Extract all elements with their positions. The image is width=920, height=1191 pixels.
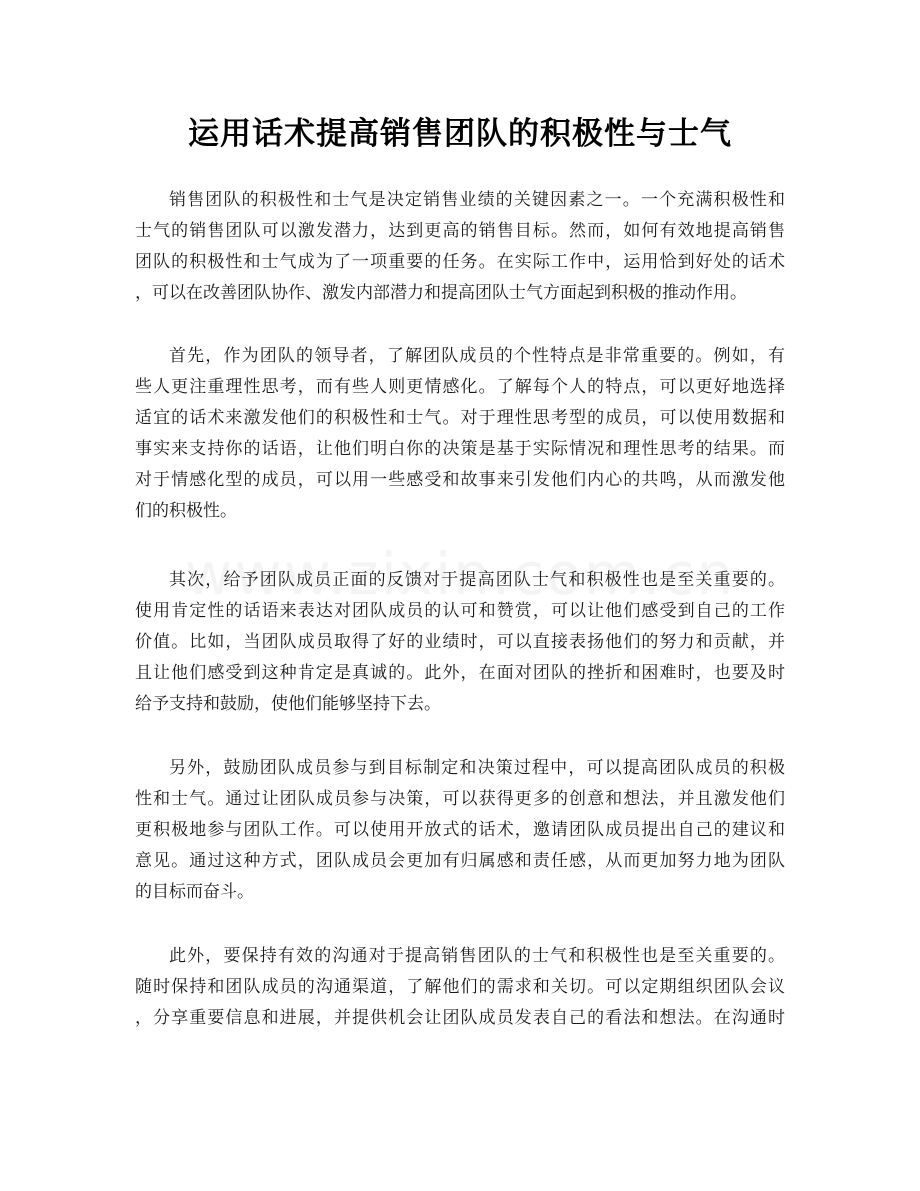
text-line: 且让他们感受到这种肯定是真诚的。此外，在面对团队的挫折和困难时，也要及时 — [135, 663, 785, 683]
page-title: 运用话术提高销售团队的积极性与士气 — [188, 116, 732, 152]
text-line: 团队的积极性和士气成为了一项重要的任务。在实际工作中，运用恰到好处的话术 — [135, 252, 785, 272]
text-line: 事实来支持你的话语，让他们明白你的决策是基于实际情况和理性思考的结果。而 — [135, 439, 785, 459]
text-line: 对于情感化型的成员，可以用一些感受和故事来引发他们内心的共鸣，从而激发他 — [135, 470, 785, 490]
text-line: 性和士气。通过让团队成员参与决策，可以获得更多的创意和想法，并且激发他们 — [135, 789, 785, 809]
text-line: 些人更注重理性思考，而有些人则更情感化。了解每个人的特点，可以更好地选择 — [135, 377, 785, 397]
text-line: 更积极地参与团队工作。可以使用开放式的话术，邀请团队成员提出自己的建议和 — [135, 820, 785, 840]
text-line: 给予支持和鼓励，使他们能够坚持下去。 — [135, 694, 441, 714]
text-line: 此外，要保持有效的沟通对于提高销售团队的士气和积极性也是至关重要的。 — [169, 946, 785, 966]
text-line: 随时保持和团队成员的沟通渠道，了解他们的需求和关切。可以定期组织团队会议 — [135, 977, 785, 997]
text-line: 价值。比如，当团队成员取得了好的业绩时，可以直接表扬他们的努力和贡献，并 — [135, 632, 785, 652]
text-line: 意见。通过这种方式，团队成员会更加有归属感和责任感，从而更加努力地为团队 — [135, 851, 785, 871]
text-line: 的目标而奋斗。 — [135, 882, 254, 902]
text-line: 适宜的话术来激发他们的积极性和士气。对于理性思考型的成员，可以使用数据和 — [135, 408, 785, 428]
text-line: 其次，给予团队成员正面的反馈对于提高团队士气和积极性也是至关重要的。 — [169, 570, 785, 590]
text-line: ，分享重要信息和进展，并提供机会让团队成员发表自己的看法和想法。在沟通时 — [135, 1008, 785, 1028]
text-line: 首先，作为团队的领导者，了解团队成员的个性特点是非常重要的。例如，有 — [169, 346, 785, 366]
text-line: ，可以在改善团队协作、激发内部潜力和提高团队士气方面起到积极的推动作用。 — [135, 283, 747, 303]
text-line: 销售团队的积极性和士气是决定销售业绩的关键因素之一。一个充满积极性和 — [169, 190, 785, 210]
text-line: 士气的销售团队可以激发潜力，达到更高的销售目标。然而，如何有效地提高销售 — [135, 221, 785, 241]
text-line: 们的积极性。 — [135, 501, 237, 521]
text-line: 使用肯定性的话语来表达对团队成员的认可和赞赏，可以让他们感受到自己的工作 — [135, 601, 785, 621]
text-line: 另外，鼓励团队成员参与到目标制定和决策过程中，可以提高团队成员的积极 — [169, 758, 785, 778]
